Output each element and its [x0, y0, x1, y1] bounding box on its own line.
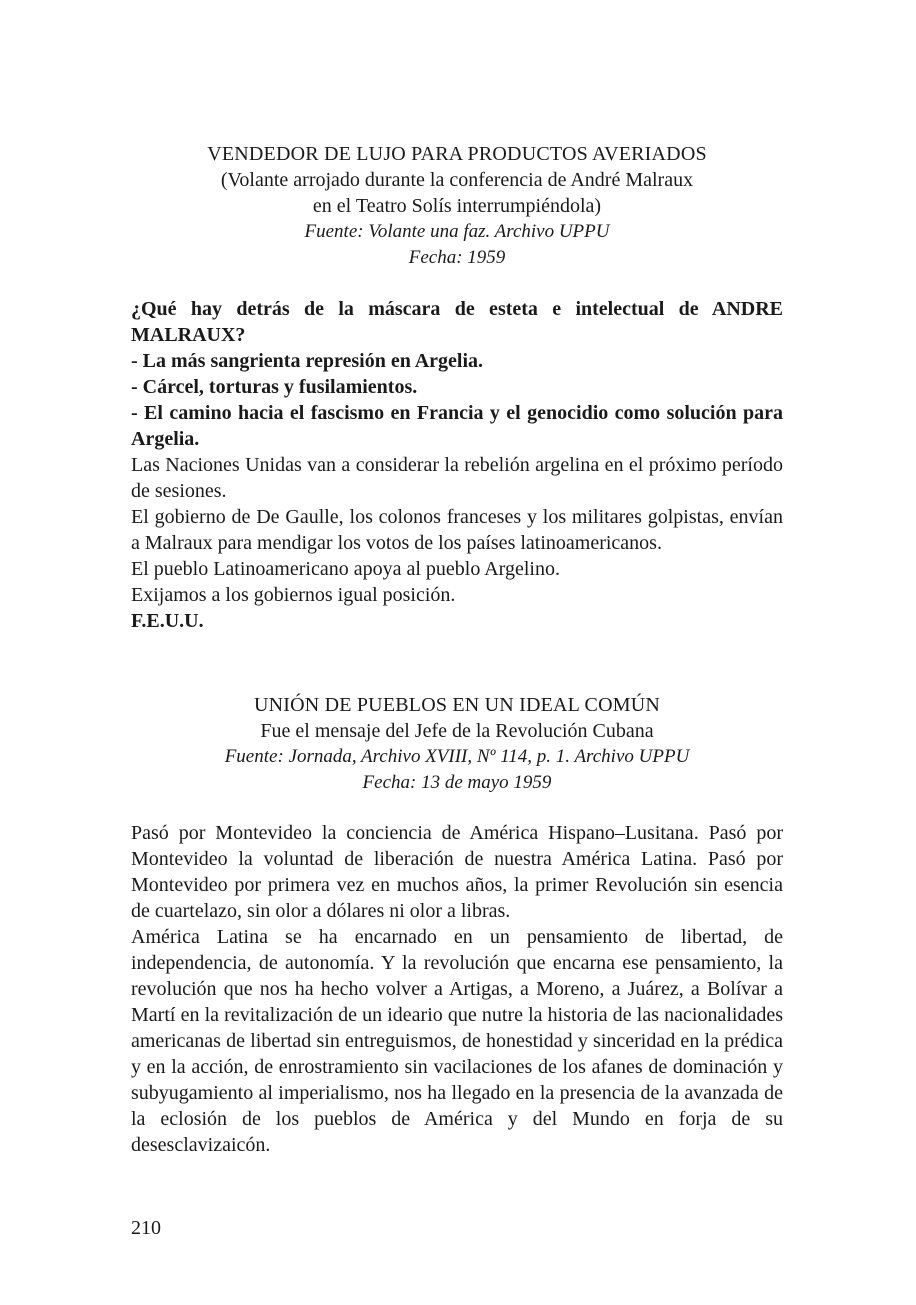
section1-signature: F.E.U.U.: [131, 610, 204, 632]
section2-source: Fuente: Jornada, Archivo XVIII, Nº 114, p. 1. Archivo UPPU: [224, 746, 690, 767]
section2-date: Fecha: 13 de mayo 1959: [362, 772, 552, 793]
section1-paragraph: Exijamos a los gobiernos igual posición.: [131, 584, 456, 606]
section1-bold-paragraph: ¿Qué hay detrás de la máscara de esteta e intelectual de ANDRE MALRAUX?: [131, 298, 783, 346]
section1-bold-paragraph: - La más sangrienta represión en Argelia.: [131, 350, 484, 372]
section1-paragraph: Las Naciones Unidas van a considerar la rebelión argelina en el próximo período de sesiones.: [131, 454, 783, 502]
section2-subtitle: Fue el mensaje del Jefe de la Revolución Cubana: [260, 720, 654, 742]
section2-paragraph: América Latina se ha encarnado en un pensamiento de libertad, de independencia, de autonomía. Y la revolución que encarna ese pensamiento, la revolución que nos ha hecho volver a Artigas, a Moreno, a Juárez, a Bolívar a Martí en la revitalización de un ideario que nutre la historia de las nacionalidades americanas de libertad sin entreguismos, de honestidad y sinceridad en la prédica y en la acción, de enrostramiento sin vacilaciones de los afanes de dominación y subyugamiento al imperialismo, nos ha llegado en la presencia de la avanzada de la eclosión de los pueblos de América y del Mundo en forja de su desesclavizaicón.: [131, 926, 783, 1156]
section1-title: VENDEDOR DE LUJO PARA PRODUCTOS AVERIADOS: [207, 143, 707, 165]
section1-bold-paragraph: - Cárcel, torturas y fusilamientos.: [131, 376, 418, 398]
section2-title: UNIÓN DE PUEBLOS EN UN IDEAL COMÚN: [253, 694, 661, 716]
section1-paragraph: El pueblo Latinoamericano apoya al pueblo Argelino.: [131, 558, 560, 580]
section1-bold-paragraph: - El camino hacia el fascismo en Francia y el genocidio como solución para Argelia.: [131, 402, 783, 450]
section2-paragraph: Pasó por Montevideo la conciencia de América Hispano–Lusitana. Pasó por Montevideo la voluntad de liberación de nuestra América Latina. Pasó por Montevideo por primera vez en muchos años, la primer Revolución sin esencia de cuartelazo, sin olor a dólares ni olor a libras.: [131, 822, 783, 922]
section2-heading: [131, 692, 783, 796]
section1-source: Fuente: Volante una faz. Archivo UPPU: [304, 221, 610, 242]
section1-date: Fecha: 1959: [408, 247, 506, 268]
section1-body: [131, 296, 783, 634]
section1-subtitle-line1: (Volante arrojado durante la conferencia de André Malraux: [220, 169, 694, 191]
section1-subtitle-line2: en el Teatro Solís interrumpiéndola): [312, 195, 602, 217]
document-page: [131, 0, 783, 1305]
page-number: 210: [131, 1217, 161, 1239]
section1-paragraph: El gobierno de De Gaulle, los colonos franceses y los militares golpistas, envían a Malraux para mendigar los votos de los países latinoamericanos.: [131, 506, 783, 554]
section1-heading: [131, 141, 783, 271]
section2-body: [131, 820, 783, 1158]
